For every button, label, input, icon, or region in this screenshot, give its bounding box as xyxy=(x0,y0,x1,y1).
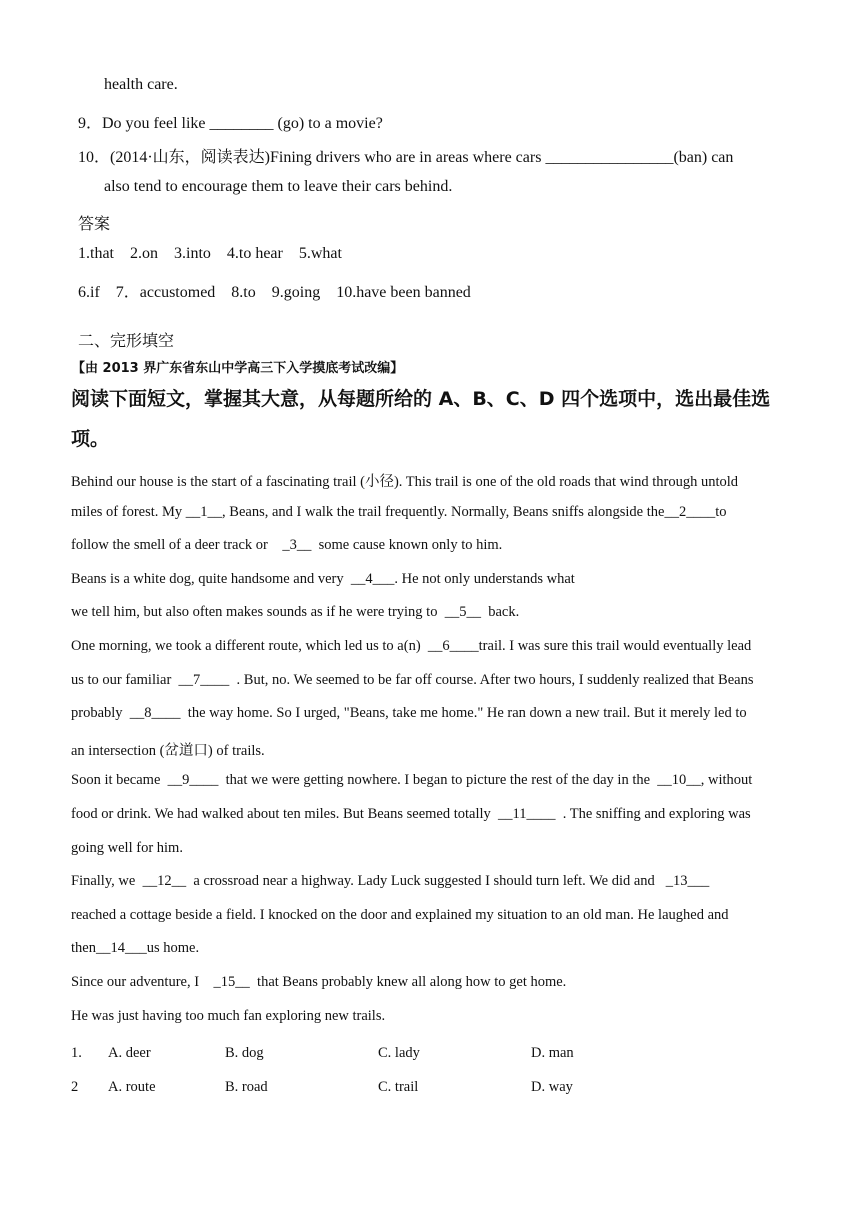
blank-number: __7____ xyxy=(178,671,230,688)
passage-text: . The sniffing and exploring was xyxy=(555,806,751,822)
passage-line xyxy=(71,840,183,857)
answers-row-1: 1.that 2.on 3.into 4.to hear 5.what xyxy=(78,245,342,262)
passage-line xyxy=(71,940,199,957)
passage-text: back. xyxy=(480,604,520,621)
passage-text: . He not only understands what xyxy=(394,570,575,587)
passage-text: Soon it became xyxy=(71,772,168,789)
passage-text: Behind our house is the start of a fascinating trail (小径). This trail is one of the old roads that wind through untold xyxy=(71,474,739,490)
option-number: 2 xyxy=(71,1079,79,1095)
blank-number: __12__ xyxy=(142,873,187,890)
passage-line xyxy=(71,739,265,760)
passage-line xyxy=(71,571,575,588)
passage-line xyxy=(71,604,519,621)
passage-text: Since our adventure, I xyxy=(71,974,214,990)
passage-text: an intersection (岔道口) of trails. xyxy=(71,742,265,759)
blank-number: __2____ xyxy=(664,503,716,520)
passage-line xyxy=(71,638,751,655)
blank-number: __8____ xyxy=(129,705,181,722)
passage-line xyxy=(71,470,738,491)
option-choice: B. dog xyxy=(225,1045,264,1061)
blank-number: __5__ xyxy=(444,604,481,621)
blank-number: __10__ xyxy=(657,772,701,789)
passage-text: , without xyxy=(700,772,753,789)
passage-line xyxy=(71,806,751,823)
blank-number: _3__ xyxy=(282,537,312,554)
passage-text: reached a cottage beside a field. I knocked on the door and explained my situation to an old man. He laughed and xyxy=(71,906,729,923)
option-choice: A. route xyxy=(108,1079,156,1095)
passage-text: , Beans, and I walk the trail frequently. Normally, Beans sniffs alongside the xyxy=(222,503,665,520)
instruction-line-2: 项。 xyxy=(71,428,110,450)
passage-line xyxy=(71,907,729,924)
option-choice: B. road xyxy=(225,1079,268,1095)
passage-text: us home. xyxy=(146,940,200,957)
passage-text: going well for him. xyxy=(71,839,183,856)
question-9: 9．Do you feel like ________ (go) to a movie? xyxy=(78,115,383,132)
passage-line xyxy=(71,672,753,689)
option-choice: C. trail xyxy=(378,1079,419,1095)
answers-heading: 答案 xyxy=(78,214,111,233)
option-choice: D. way xyxy=(531,1079,573,1095)
option-choice: D. man xyxy=(531,1045,574,1061)
passage-text: . But, no. We seemed to be far off course. After two hours, I suddenly realized that Beans xyxy=(229,671,754,688)
blank-number: __11____ xyxy=(498,806,556,822)
passage-text: that we were getting nowhere. I began to picture the rest of the day in the xyxy=(218,772,658,789)
passage-line xyxy=(71,705,747,722)
blank-number: __9____ xyxy=(167,772,219,789)
passage-line xyxy=(71,504,726,521)
passage-line xyxy=(71,537,502,554)
option-choice: C. lady xyxy=(378,1045,420,1061)
passage-line xyxy=(71,873,709,890)
question-10-line2: also tend to encourage them to leave their cars behind. xyxy=(104,178,453,195)
instruction-line-1: 阅读下面短文，掌握其大意，从每题所给的 A、B、C、D 四个选项中，选出最佳选 xyxy=(71,388,771,410)
passage-text: One morning, we took a different route, which led us to a(n) xyxy=(71,638,428,654)
passage-text: a crossroad near a highway. Lady Luck suggested I should turn left. We did and xyxy=(186,873,666,890)
source-note: 【由 2013 界广东省东山中学高三下入学摸底考试改编】 xyxy=(72,361,404,376)
option-choice: A. deer xyxy=(108,1045,151,1061)
passage-text: that Beans probably knew all along how to get home. xyxy=(249,974,567,990)
passage-text: to xyxy=(715,503,727,520)
passage-text: probably xyxy=(71,705,130,722)
passage-text: Beans is a white dog, quite handsome and very xyxy=(71,570,351,587)
passage-text: us to our familiar xyxy=(71,671,179,688)
blank-number: __1__ xyxy=(185,503,223,520)
passage-text: miles of forest. My xyxy=(71,503,186,520)
answers-row-2: 6.if 7．accustomed 8.to 9.going 10.have been banned xyxy=(78,284,471,301)
passage-line xyxy=(71,772,752,789)
passage-line xyxy=(71,1008,385,1025)
passage-text: then xyxy=(71,940,96,957)
blank-number: _15__ xyxy=(213,974,250,990)
question-10-line1: 10．(2014·山东，阅读表达)Fining drivers who are in areas where cars ________________(ban) can xyxy=(78,149,734,166)
passage-text: trail. I was sure this trail would eventually lead xyxy=(478,638,752,654)
blank-number: __14___ xyxy=(95,940,147,957)
section-title: 二、完形填空 xyxy=(78,331,175,350)
passage-text: Finally, we xyxy=(71,873,143,890)
passage-text: follow the smell of a deer track or xyxy=(71,537,283,554)
passage-text: some cause known only to him. xyxy=(311,537,503,554)
passage-text: the way home. So I urged, "Beans, take me home." He ran down a new trail. But it merely led to xyxy=(180,705,747,722)
blank-number: __6____ xyxy=(427,638,479,654)
blank-number: __4___ xyxy=(350,570,395,587)
passage-text: He was just having too much fan exploring new trails. xyxy=(71,1007,386,1024)
exercise-continuation: health care. xyxy=(104,76,178,93)
passage-text: food or drink. We had walked about ten miles. But Beans seemed totally xyxy=(71,806,499,822)
option-number: 1. xyxy=(71,1045,82,1061)
blank-number: _13___ xyxy=(665,873,710,890)
passage-line xyxy=(71,974,566,991)
passage-text: we tell him, but also often makes sounds as if he were trying to xyxy=(71,604,445,621)
